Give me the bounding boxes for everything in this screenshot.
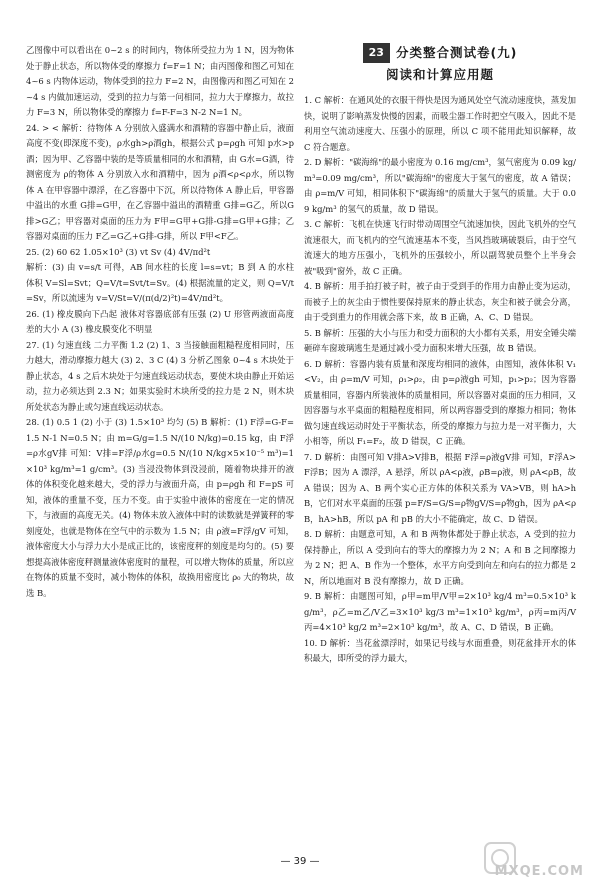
right-column [304, 43, 576, 667]
section-header [304, 43, 576, 87]
section-title: 分类整合测试卷(九) [395, 45, 518, 60]
answer-5: 5. B 解析：压强的大小与压力和受力面积的大小都有关系，用安全锤尖端砸碎车窗玻璃逃生是通过减小受力面积来增大压强，故 B 错误。 [304, 327, 576, 353]
section-number-badge: 23 [363, 43, 390, 63]
answer-4: 4. B 解析：用手拍打被子时，被子由于受到手的作用力由静止变为运动，而被子上的灰尘由于惯性要保持原来的静止状态，灰尘和被子就会分离，由于受到重力的作用就会落下来，故 B 正确，A、C、D 错误。 [304, 281, 576, 322]
answer-27: 27. (1) 匀速直线 二力平衡 1.2 (2) 1、3 当接触面粗糙程度相同时，压力越大，滑动摩擦力越大 (3) 2、3 C (4) 3 分析乙图象 0~4 s 木块处于静止状态，4 s 之后木块处于匀速直线运动状态，要使木块由静止开始运动，拉力必须达到 2.3 N；如果实验时木块所受的拉力是 2 N，则木块所处状态为静止或匀速直线运动状态。 [26, 339, 294, 412]
answer-1: 1. C 解析：在通风处的衣服干得快是因为通风处空气流动速度快，蒸发加快，说明了影响蒸发快慢的因素，而吸尘器工作时把空气吸入，因此不是利用空气流动速度大、压强小的原理，所以 C 项不能用此知识解释，故 C 符合题意。 [304, 95, 576, 152]
watermark-text: MXQE.COM [494, 863, 584, 879]
left-column [26, 43, 294, 601]
answer-25: 25. (2) 60 62 1.05×10³ (3) vt Sv (4) 4V/πd²t [26, 246, 211, 257]
section-subtitle: 阅读和计算应用题 [385, 66, 494, 82]
answer-7: 7. D 解析：由图可知 V排A>V排B，根据 F浮=ρ液gV排 可知，F浮A>F浮B；因为 A 漂浮，A 悬浮，所以 ρA<ρ液，ρB=ρ液，则 ρA<ρB，故 A 错误；因为 A、B 两个实心正方体的体积关系为 VA>VB，则 hA>hB，它们对水平桌面的压强 p=F/S=G/S=ρ物gV/S=ρ物gh，因为 ρA<ρB，hA>hB，所以 pA 和 pB 的大小不能确定，故 C、D 错误。 [304, 451, 577, 524]
watermark-logo [483, 839, 588, 883]
answer-24: 24. > < 解析：待物体 A 分别放入盛满水和酒精的容器中静止后，液面高度不变(即深度不变)，ρ水gh>ρ酒gh，根据公式 p=ρgh 可知 p水>p酒；因为甲、乙容器中装的是等质量相同的水和酒精，由 G水=G酒，待测密度为 ρ的物体 A 分别放入水和酒精中，因为 ρ酒<ρ<ρ水，所以物体 A 在甲容器中漂浮，在乙容器中下沉，所以待物体 A 静止后，甲容器中溢出的水重 G排=G甲，在乙容器中溢出的酒精重 G排=G乙，所以G排>G乙；甲容器对桌面的压力为 F甲=G甲+G排-G排=G甲+G排；乙容器对桌面的压力 F乙=G乙+G排-G排，所以 F甲<F乙。 [26, 122, 294, 241]
answer-25-explain: 解析：(3) 由 v=s/t 可得，AB 间水柱的长度 l=s=vt；B 到 A 的水柱体积 V=Sl=Svt；Q=V/t=Svt/t=Sv。(4) 根据流量的定义，则 Q=V/t=Sv，所以流速为 v=V/St=V/(π(d/2)²t)=4V/πd²t。 [26, 262, 294, 303]
answer-28: 28. (1) 0.5 1 (2) 小于 (3) 1.5×10³ 均匀 (5) B 解析：(1) F浮=G-F=1.5 N-1 N=0.5 N；由 m=G/g=1.5 N/(10 N/kg)=0.15 kg，由 F浮=ρ水gV排 可知：V排=F浮/ρ水g=0.5 N/(10 N/kg×5×10⁻⁵ m³)=1×10³ kg/m³=1 g/cm³。(3) 当浸没物体到没浸前，随着物块排开的液体的体积变化越来越大，受的浮力与液面升高，由 p=ρgh 和 F=pS 可知，液体的重量不变，压力不变。由于实验中液体的密度在一定的情况下，与液面的高度无关。(4) 物体未放入液体中时的读数就是弹簧秤的零刻度处，也就是物体在空气中的示数为 1.5 N；由 ρ液=F浮/gV 可知，液体密度大小与浮力大小是成正比的，该密度秤的刻度是均匀的。(5) 要想提高液体密度秤测量液体密度时的量程，可以增大物体的质量，所以应在物体的质量不变时，减小物体的体积，故换用密度比 ρ₀ 大的物块，故选 B。 [26, 417, 294, 598]
answer-paragraph-cont: 乙图像中可以看出在 0~2 s 的时间内，物体所受拉力为 1 N，因为物体处于静止状态，所以物体受的摩擦力 f=F=1 N；由丙图像和图乙可知在 4~6 s 内物体运动，物体受到的拉力 F=2 N，由图像丙和图乙可知在 2~4 s 内做加速运动，受到的拉力与第一问相同，拉力大于摩擦力，故拉力 F=3 N，所以物体受的摩擦力 f=F-F=3 N-2 N=1 N。 [26, 45, 294, 117]
answer-8: 8. D 解析：由题意可知，A 和 B 两物体都处于静止状态，A 受到的拉力保持静止，所以 A 受到向右的等大的摩擦力为 2 N；A 和 B 之间摩擦力为 2 N；把 A、B 作为一个整体，水平方向受到向左和向右的拉力都是 2 N，所以地面对 B 没有摩擦力，故 D 正确。 [304, 529, 576, 586]
page-number: — 39 — [280, 856, 320, 867]
answer-3: 3. C 解析：飞机在快速飞行时带动周围空气流速加快，因此飞机外的空气流速很大，而飞机内的空气流速基本不变，当风挡玻璃破裂后，由于空气流速大的地方压强小，飞机外的压强较小，所以副驾驶员整个上半身会被"吸到"窗外，故 C 正确。 [304, 219, 576, 276]
answer-10: 10. D 解析：当花盆漂浮时，如果记号线与水面重叠，则花盆排开水的体积最大，即所受的浮力最大， [304, 637, 576, 663]
answer-6: 6. D 解析：容器内装有质量和深度均相同的液体，由图知，液体体积 V₁<V₂，由 ρ=m/V 可知，ρ₁>ρ₂，由 p=ρ液gh 可知，p₁>p₂；因为容器质量相同，容器内所装液体的质量相同，所以容器对桌面的压力相同，又因容器与水平桌面的粗糙程度相同，所以两容器受到的摩擦力相同；物体做匀速直线运动时处于平衡状态，所受的摩擦力与拉力是一对平衡力，大小相等，所以 F₁=F₂，故 D 错误，C 正确。 [304, 358, 576, 446]
answer-9: 9. B 解析：由题图可知，ρ甲=m甲/V甲=2×10³ kg/4 m³=0.5×10³ kg/m³，ρ乙=m乙/V乙=3×10³ kg/3 m³=1×10³ kg/m³，ρ丙=m丙/V丙=4×10³ kg/2 m³=2×10³ kg/m³，故 A、C、D 错误，B 正确。 [304, 591, 576, 632]
answer-26: 26. (1) 橡皮膜向下凸起 液体对容器底部有压强 (2) U 形管两液面高度差的大小 A (3) 橡皮膜变化不明显 [26, 308, 294, 334]
answer-2: 2. D 解析："碳海绵"的最小密度为 0.16 mg/cm³，氢气密度为 0.09 kg/m³=0.09 mg/cm³，所以"碳海绵"的密度大于氢气的密度，故 A 错误；由 ρ=m/V 可知，相同体积下"碳海绵"的质量大于氢气的质量。大于 0.09 kg/m³ 的氢气的质量，故 D 错误。 [304, 157, 576, 214]
